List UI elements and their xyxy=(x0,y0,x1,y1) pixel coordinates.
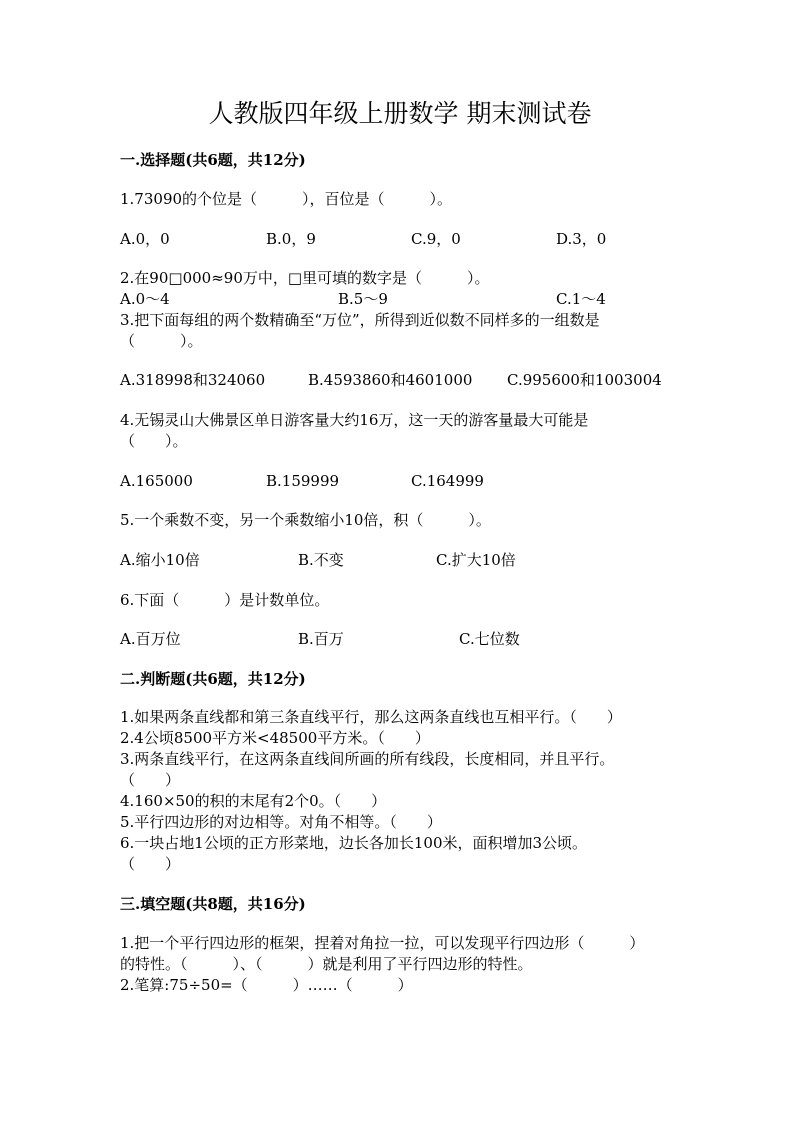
option-a: A.165000 xyxy=(120,472,193,490)
statement-line: 1.如果两条直线都和第三条直线平行，那么这两条直线也互相平行。（ ） xyxy=(120,708,622,726)
statement-line: 6.一块占地1公顷的正方形菜地，边长各加长100米，面积增加3公顷。 xyxy=(120,834,588,852)
statement-line: （ ） xyxy=(120,771,181,789)
question-text: 1.73090的个位是（ ），百位是（ ）。 xyxy=(120,190,453,208)
section-heading-choice: 一.选择题(共6题，共12分) xyxy=(120,151,306,169)
statement-line: 4.160×50的积的末尾有2个0。（ ） xyxy=(120,792,387,810)
option-b: B.0，9 xyxy=(266,230,316,248)
option-c: C.七位数 xyxy=(459,630,520,648)
statement-line: （ ） xyxy=(120,855,181,873)
section-heading-judgement: 二.判断题(共6题，共12分) xyxy=(120,670,306,688)
fill-line: 2.笔算:75÷50=（ ）……（ ） xyxy=(120,976,413,994)
question-text: 4.无锡灵山大佛景区单日游客量大约16万，这一天的游客量最大可能是 xyxy=(120,411,589,429)
option-b: B.159999 xyxy=(266,472,340,490)
section-heading-fill: 三.填空题(共8题，共16分) xyxy=(120,895,306,913)
option-c: C.9，0 xyxy=(411,230,461,248)
option-b: B.百万 xyxy=(298,630,344,648)
option-b: B.不变 xyxy=(298,551,344,569)
option-d: D.3，0 xyxy=(556,230,607,248)
statement-line: 5.平行四边形的对边相等。对角不相等。（ ） xyxy=(120,813,442,831)
fill-line: 的特性。（ ）、（ ）就是利用了平行四边形的特性。 xyxy=(120,955,533,973)
option-b: B.4593860和4601000 xyxy=(308,371,473,389)
option-c: C.扩大10倍 xyxy=(436,551,516,569)
statement-line: 2.4公顷8500平方米<48500平方米。（ ） xyxy=(120,729,430,747)
question-text: 5.一个乘数不变，另一个乘数缩小10倍，积（ ）。 xyxy=(120,511,491,529)
statement-line: 3.两条直线平行，在这两条直线间所画的所有线段，长度相同，并且平行。 xyxy=(120,750,615,768)
option-c: C.995600和1003004 xyxy=(507,371,662,389)
fill-line: 1.把一个平行四边形的框架，捏着对角拉一拉，可以发现平行四边形（ ） xyxy=(120,934,645,952)
page-title: 人教版四年级上册数学 期末测试卷 xyxy=(208,99,592,128)
question-text: 3.把下面每组的两个数精确至“万位”，所得到近似数不同样多的一组数是 xyxy=(120,311,600,329)
option-a: A.0～4 xyxy=(120,290,170,308)
option-c: C.164999 xyxy=(411,472,484,490)
question-text: 2.在90□000≈90万中，□里可填的数字是（ ）。 xyxy=(120,269,490,287)
option-a: A.百万位 xyxy=(120,630,181,648)
question-text-continued: （ ）。 xyxy=(120,432,188,450)
question-text-continued: （ ）。 xyxy=(120,332,203,350)
option-b: B.5～9 xyxy=(338,290,388,308)
question-text: 6.下面（ ）是计数单位。 xyxy=(120,591,330,609)
option-c: C.1～4 xyxy=(556,290,606,308)
option-a: A.0，0 xyxy=(120,230,170,248)
option-a: A.缩小10倍 xyxy=(120,551,200,569)
option-a: A.318998和324060 xyxy=(120,371,266,389)
